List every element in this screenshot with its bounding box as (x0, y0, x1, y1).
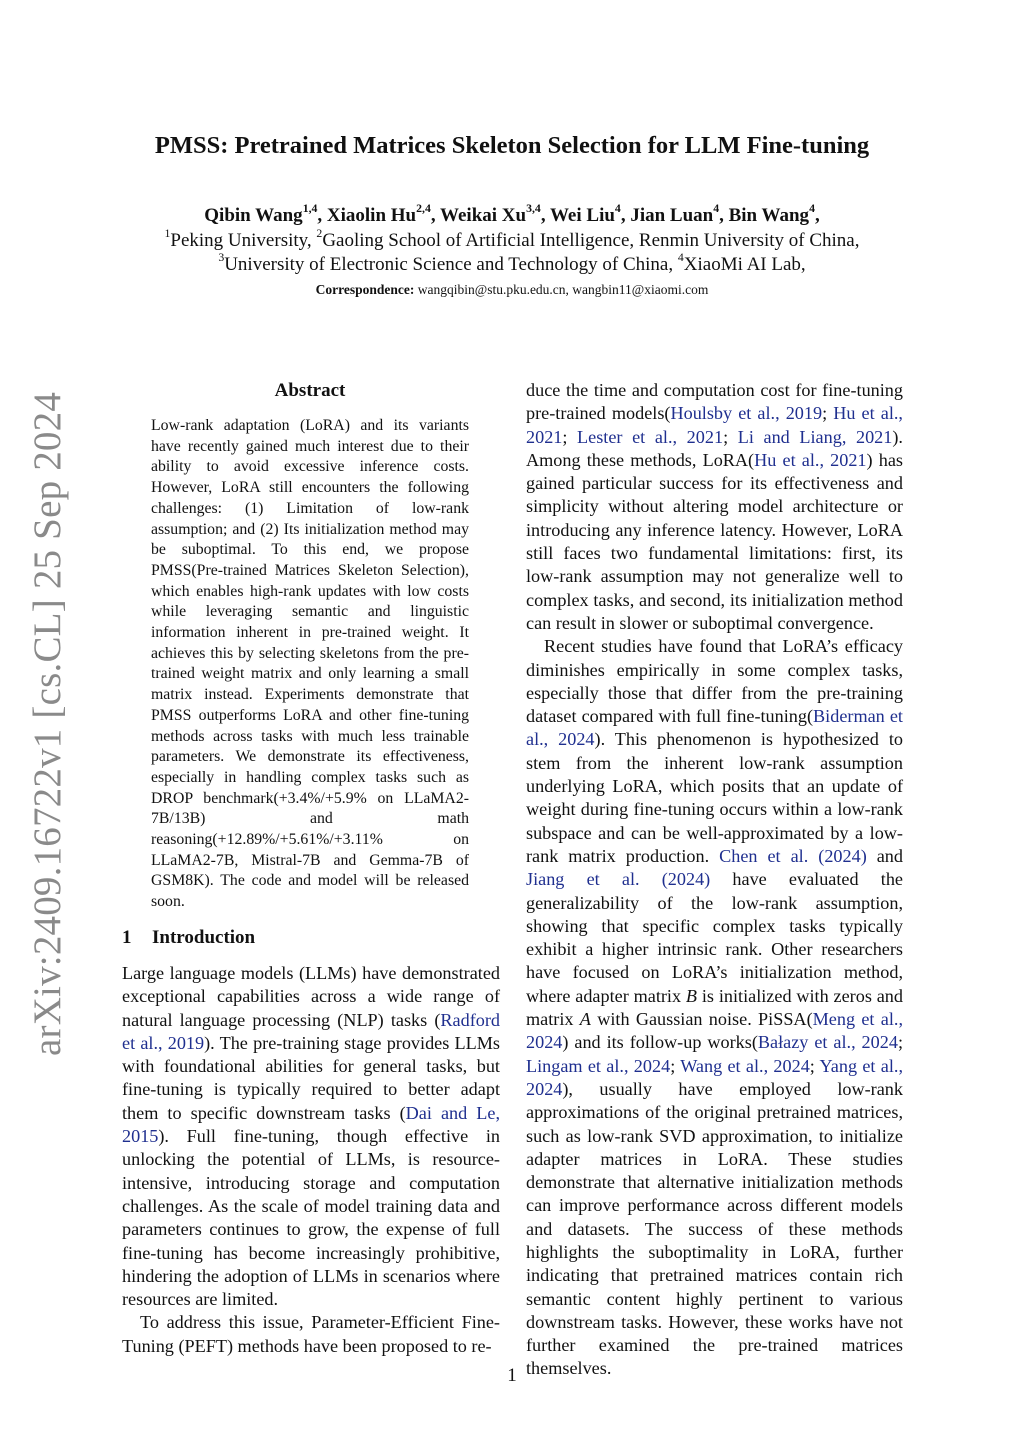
text: have evaluated the generalizability of the low-rank assumption, showing that specific complex tasks typically exhibit a higher intrinsic rank. Other researchers have focused on LoRA’s initialization method, where adapter matrix (526, 869, 903, 1006)
text: ) has gained particular success for its effectiveness and simplicity without altering model architecture or introducing any inference latency. However, LoRA still faces two fundamental limitations: first, its low-rank assumption may not generalize well to complex tasks, and second, its initialization method can result in slower or suboptimal convergence. (526, 449, 903, 633)
text: To address this issue, Parameter-Efficient Fine-Tuning (PEFT) methods have been proposed to re- (122, 1312, 500, 1356)
text: ) and its follow-up works( (562, 1032, 758, 1053)
author-name: Bin Wang (728, 205, 810, 226)
text: ). The pre-training stage provides LLMs with foundational abilities for general tasks, but fine-tuning is typically required to better adapt them to specific downstream tasks ( (122, 1032, 500, 1123)
paper-title: PMSS: Pretrained Matrices Skeleton Selection for LLM Fine-tuning (154, 132, 870, 159)
page-number: 1 (507, 1365, 517, 1386)
section-number: 1 (122, 927, 132, 948)
author-affil-sup: 1,4 (302, 201, 318, 215)
author-affil-sup: 4 (614, 201, 621, 215)
affiliation: XiaoMi AI Lab, (683, 254, 806, 275)
arxiv-identifier-stamp: arXiv:2409.16722v1 [cs.CL] 25 Sep 2024 (26, 391, 69, 1056)
affil-sup: 1 (164, 226, 171, 240)
author-list: Qibin Wang$^{1,4}$, Xiaolin Hu$^{2,4}$, Weikai Xu$^{3,4}$, Wei Liu$^4$, Jian Luan$^4$, Bin Wang$^4$, (204, 201, 820, 226)
abstract-text: Low-rank adaptation (LoRA) and its variants have recently gained much interest due to their ability to avoid excessive inference costs. However, LoRA still encounters the following challenges: (1) Limitation of low-rank assumption; and (2) Its initialization method may be suboptimal. To this end, we propose PMSS(Pre-trained Matrices Skeleton Selection), which enables high-rank updates with low costs while leveraging semantic and linguistic information inherent in pre-trained weight. It achieves this by selecting skeletons from the pre-trained weight matrix and only learning a small matrix instead. Experiments demonstrate that PMSS outperforms LoRA and other fine-tuning methods across tasks with much less trainable parameters. We demonstrate its effectiveness, especially in handling complex tasks such as DROP benchmark(+3.4%/+5.9% on LLaMA2-7B/13B) and math reasoning(+12.89%/+5.61%/+3.11% on LLaMA2-7B, Mistral-7B and Gemma-7B of GSM8K). The code and model will be released soon. (151, 417, 469, 911)
author-name: Xiaolin Hu (326, 205, 417, 226)
affil-sup: 2 (316, 226, 323, 240)
text: ; (822, 403, 834, 424)
citation-link[interactable]: Yang et al., 2024 (526, 1055, 903, 1099)
citation-link[interactable]: Biderman et al., 2024 (526, 706, 903, 750)
affiliation: Gaoling School of Artificial Intelligence, Renmin University of China, (322, 230, 860, 251)
affiliations-line-2 (80, 250, 944, 277)
text: duce the time and computation cost for fine-tuning pre-trained models( (526, 380, 903, 424)
author-name: Jian Luan (630, 205, 714, 226)
text: with Gaussian noise. PiSSA( (590, 1009, 813, 1030)
citation-link[interactable]: Jiang et al. (2024) (526, 869, 711, 890)
intro-paragraph-2-cont (526, 379, 903, 635)
citation-link[interactable]: Meng et al., 2024 (526, 1009, 903, 1053)
text: ; (723, 426, 738, 447)
citation-link[interactable]: Chen et al. (2024) (719, 845, 867, 866)
section-heading (122, 926, 502, 950)
affiliation: University of Electronic Science and Technology of China, (224, 254, 678, 275)
left-column-body (122, 962, 500, 1358)
text: ). Full fine-tuning, though effective in unlocking the potential of LLMs, is resource-intensive, introducing storage and computation challenges. As the scale of model training data and parameters continues to grow, the expense of full fine-tuning has become increasingly prohibitive, hindering the adoption of LLMs in scenarios where resources are limited. (122, 1126, 500, 1310)
author-name: Qibin Wang (204, 205, 303, 226)
citation-link[interactable]: Bałazy et al., 2024 (757, 1032, 898, 1053)
author-affil-sup: 4 (713, 201, 720, 215)
correspondence-emails: wangqibin@stu.pku.edu.cn, wangbin11@xiaomi.com (414, 282, 709, 297)
text: and (866, 845, 903, 866)
author-affil-sup: 4 (809, 201, 815, 215)
intro-paragraph-2 (122, 1311, 500, 1358)
abstract-heading: Abstract (274, 380, 346, 401)
affiliations-line-1 (80, 226, 944, 253)
citation-link[interactable]: Radford et al., 2019 (122, 1009, 500, 1053)
citation-link[interactable]: Lester et al., 2021 (577, 426, 724, 447)
author-name: Weikai Xu (440, 205, 527, 226)
text: ). This phenomenon is hypothesized to stem from the inherent low-rank assumption underlying LoRA, which posits that an update of weight during fine-tuning occurs within a low-rank subspace and can be well-approximated by a low-rank matrix production. (526, 729, 903, 866)
correspondence-label: Correspondence: (315, 282, 415, 297)
affil-sup: 3 (218, 250, 225, 264)
citation-link[interactable]: Li and Liang, 2021 (737, 426, 893, 447)
text: ; (809, 1055, 820, 1076)
citation-link[interactable]: Wang et al., 2024 (680, 1055, 810, 1076)
citation-link[interactable]: Houlsby et al., 2019 (670, 403, 823, 424)
correspondence (80, 281, 944, 299)
right-column-body (526, 379, 903, 1381)
affil-sup: 4 (677, 250, 684, 264)
citation-link[interactable]: Dai and Le, 2015 (122, 1102, 500, 1147)
author-affil-sup: 3,4 (526, 201, 541, 215)
text: ; (897, 1032, 903, 1053)
citation-link[interactable]: Hu et al., 2021 (754, 449, 867, 470)
math-symbol: B (685, 985, 698, 1006)
author-name: Wei Liu (549, 205, 615, 226)
author-affil-sup: 2,4 (416, 201, 431, 215)
text: ). Among these methods, LoRA( (526, 426, 903, 470)
intro-paragraph-1 (122, 962, 500, 1311)
citation-link[interactable]: Hu et al., 2021 (526, 403, 903, 447)
citation-link[interactable]: Lingam et al., 2024 (526, 1055, 671, 1076)
section-title: Introduction (152, 927, 256, 948)
math-symbol: A (579, 1009, 591, 1030)
text: ; (562, 426, 578, 447)
text: ; (670, 1055, 681, 1076)
intro-paragraph-3 (526, 635, 903, 1381)
text: Recent studies have found that LoRA’s efficacy diminishes empirically in some complex tasks, especially those that differ from the pre-training dataset compared with full fine-tuning( (526, 636, 903, 727)
affiliation: Peking University, (170, 230, 317, 251)
text: is initialized with zeros and matrix (526, 985, 903, 1030)
text: ), usually have employed low-rank approximations of the original pretrained matrices, such as low-rank SVD approximation, to initialize adapter matrices in LoRA. These studies demonstrate that alternative initialization methods can improve performance across different models and datasets. The success of these methods highlights the suboptimality in LoRA, further indicating that pretrained matrices contain rich semantic content highly pertinent to various downstream tasks. However, these works have not further examined the pre-trained matrices themselves. (526, 1078, 903, 1379)
text: Large language models (LLMs) have demonstrated exceptional capabilities across a wide range of natural language processing (NLP) tasks ( (122, 963, 500, 1030)
